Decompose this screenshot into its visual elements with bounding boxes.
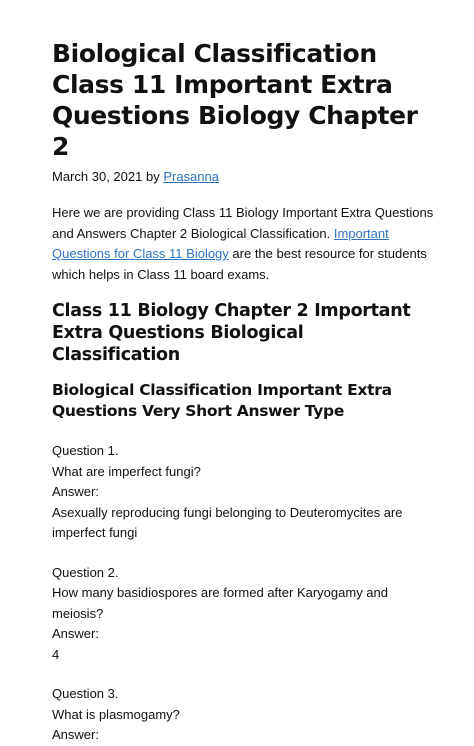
byline	[52, 168, 436, 186]
answer-label: Answer:	[52, 626, 99, 641]
section-heading: Class 11 Biology Chapter 2 Important Extra Questions Biological Classification	[52, 301, 411, 365]
answer-label: Answer:	[52, 727, 99, 742]
question-block-3	[52, 684, 436, 746]
intro-text-after: are the best resource for students which helps in Class 11 board exams.	[52, 246, 427, 282]
question-label: Question 2.	[52, 564, 119, 580]
article-title: Biological Classification Class 11 Important Extra Questions Biology Chapter 2	[52, 39, 418, 161]
answer-text: 4	[52, 646, 60, 662]
question-text: What are imperfect fungi?	[52, 463, 201, 479]
answer-label: Answer:	[52, 484, 99, 499]
question-text: What is plasmogamy?	[52, 706, 180, 722]
important-questions-link[interactable]: Important Questions for Class 11 Biology	[52, 225, 389, 261]
publish-date: March 30, 2021	[52, 169, 143, 184]
question-block-2	[52, 563, 436, 666]
question-block-1	[52, 441, 436, 544]
question-text: How many basidiospores are formed after Karyogamy and meiosis?	[52, 585, 388, 621]
subsection-heading: Biological Classification Important Extra Questions Very Short Answer Type	[52, 381, 392, 420]
question-label: Question 1.	[52, 443, 119, 458]
by-label: by	[145, 169, 160, 184]
intro-paragraph	[52, 203, 436, 285]
question-label: Question 3.	[52, 686, 119, 701]
intro-text-before: Here we are providing Class 11 Biology Important Extra Questions and Answers Chapter 2 Biological Classification.	[52, 205, 434, 241]
answer-text: Asexually reproducing fungi belonging to Deuteromycites are imperfect fungi	[52, 504, 403, 540]
author-link[interactable]: Prasanna	[163, 169, 219, 184]
